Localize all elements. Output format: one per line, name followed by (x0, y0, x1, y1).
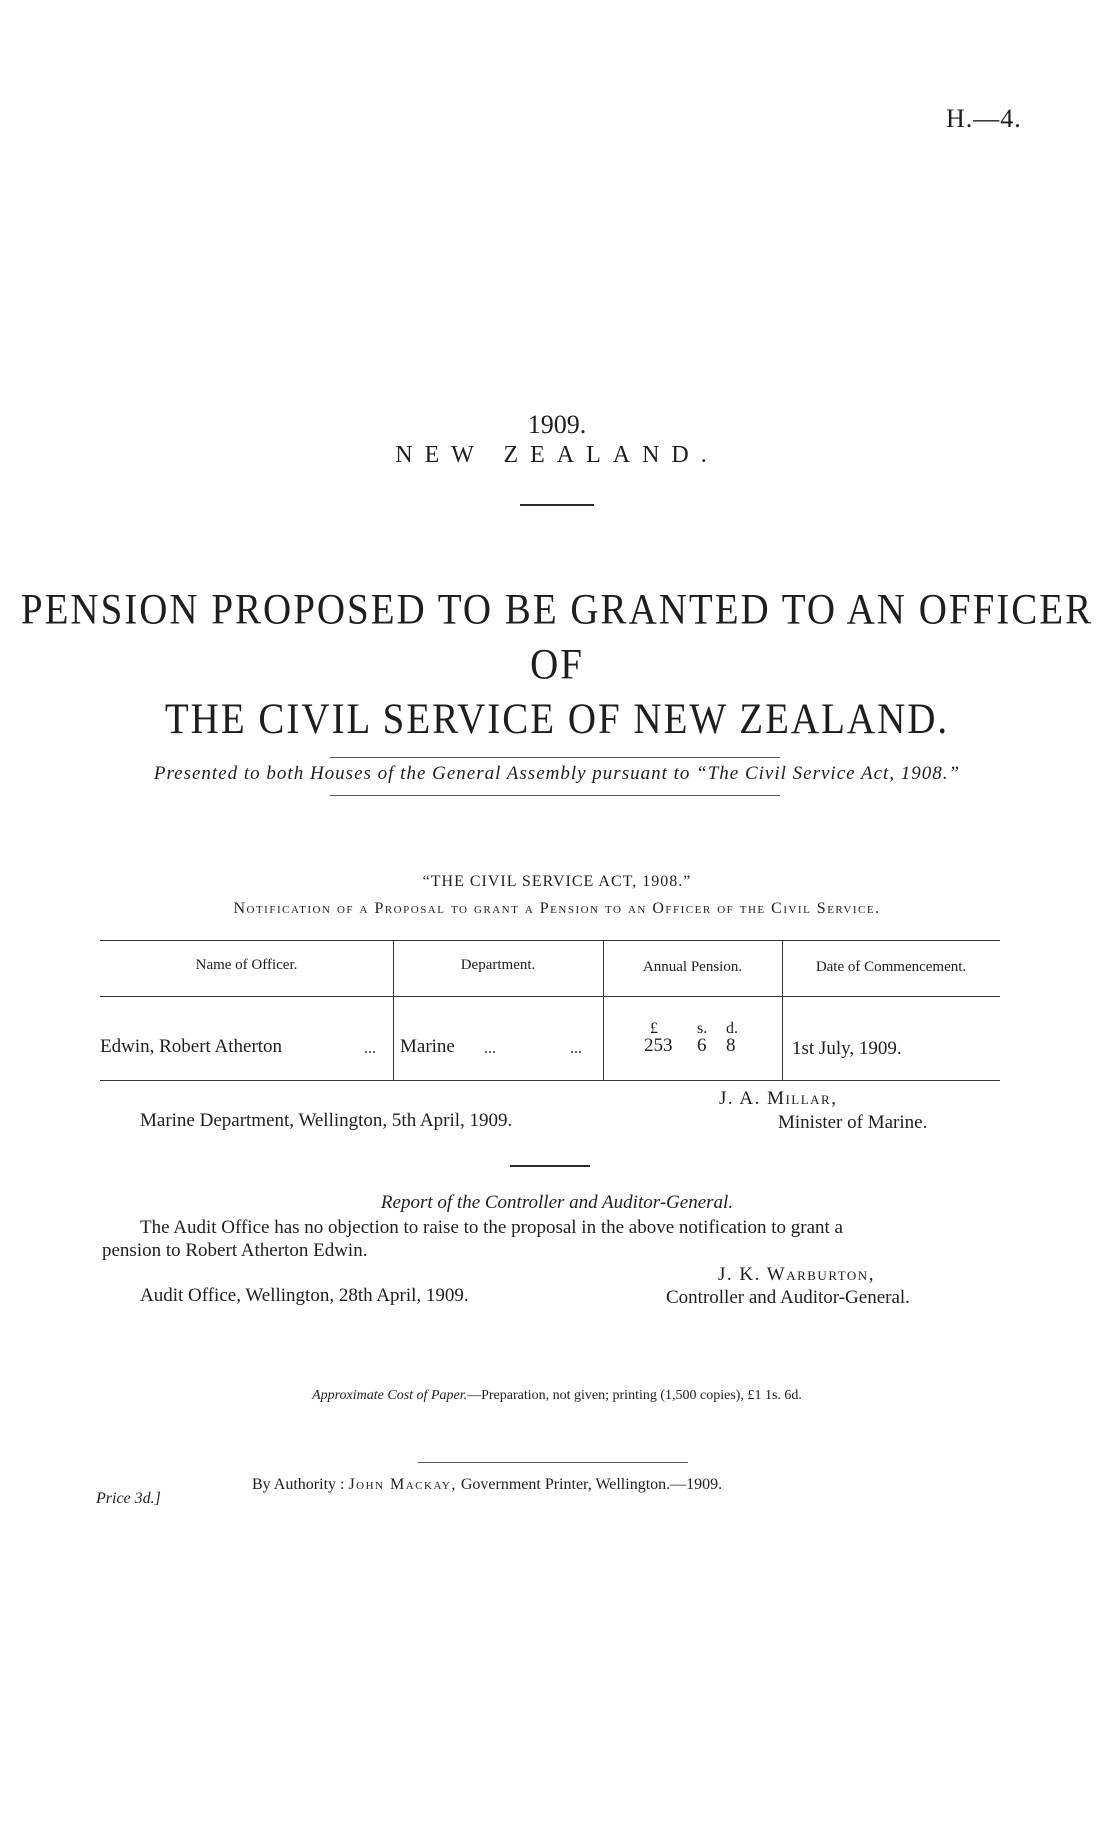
paper-id: H.—4. (946, 104, 1022, 133)
unit-shillings: s. (697, 1020, 708, 1037)
price: Price 3d.] (96, 1490, 161, 1507)
notice-signatory-title: Minister of Marine. (778, 1112, 928, 1133)
department: Marine (400, 1036, 455, 1057)
unit-pounds: £ (650, 1020, 658, 1037)
report-place-date: Audit Office, Wellington, 28th April, 1909. (140, 1285, 469, 1306)
commencement-date: 1st July, 1909. (792, 1038, 902, 1059)
unit-pence: d. (726, 1020, 738, 1037)
table-top-rule (100, 940, 1000, 941)
printer-name: John Mackay, (348, 1476, 457, 1493)
leader-dots: ... (484, 1040, 496, 1057)
presented-bottom-rule (330, 795, 780, 796)
presented-top-rule (330, 757, 780, 758)
report-signatory-title: Controller and Auditor-General. (666, 1287, 910, 1308)
act-title: “THE CIVIL SERVICE ACT, 1908.” (422, 873, 692, 890)
header-department: Department. (460, 957, 536, 973)
footer-rule (418, 1462, 688, 1463)
cost-text: —Preparation, not given; printing (1,500 copies), £1 1s. 6d. (467, 1388, 802, 1403)
notification-heading: Notification of a Proposal to grant a Pension to an Officer of the Civil Service. (233, 900, 881, 917)
pension-shillings: 6 (697, 1035, 707, 1056)
notice-signatory: J. A. Millar, (719, 1088, 838, 1109)
pension-pounds: 253 (644, 1035, 673, 1056)
title-line-1: PENSION PROPOSED TO BE GRANTED TO AN OFFICER OF (20, 585, 1094, 689)
table-row (100, 1036, 1000, 1066)
report-signatory: J. K. Warburton, (718, 1264, 875, 1285)
cost-label: Approximate Cost of Paper. (312, 1388, 468, 1403)
report-body-line-1: The Audit Office has no objection to raise to the proposal in the above notification to grant a (140, 1217, 843, 1238)
year: 1909. (527, 410, 587, 439)
officer-name: Edwin, Robert Atherton (100, 1036, 283, 1057)
cost-statement (0, 1388, 1114, 1404)
table-bottom-rule (100, 1080, 1000, 1081)
authority-suffix: Government Printer, Wellington.—1909. (460, 1476, 723, 1493)
notice-place-date: Marine Department, Wellington, 5th April, 1909. (140, 1110, 513, 1131)
section-rule (510, 1165, 590, 1167)
header-date: Date of Commencement. (815, 959, 967, 975)
report-heading: Report of the Controller and Auditor-General. (380, 1192, 734, 1213)
printer-authority (252, 1476, 722, 1494)
table-header-rule (100, 996, 1000, 997)
leader-dots: ... (570, 1040, 582, 1057)
header-name: Name of Officer. (195, 957, 298, 973)
country-name: NEW ZEALAND. (395, 442, 719, 468)
report-body-line-2: pension to Robert Atherton Edwin. (102, 1240, 368, 1261)
header-annual-pension: Annual Pension. (642, 959, 743, 975)
presented-statement: Presented to both Houses of the General Assembly pursuant to “The Civil Service Act, 1908.” (153, 763, 961, 784)
masthead-rule (520, 504, 594, 506)
title-line-2: THE CIVIL SERVICE OF NEW ZEALAND. (164, 695, 950, 744)
pension-table (100, 940, 1000, 1090)
authority-prefix: By Authority : (252, 1476, 345, 1493)
pension-pence: 8 (726, 1035, 736, 1056)
document-title (0, 582, 1114, 747)
leader-dots: ... (364, 1040, 376, 1057)
